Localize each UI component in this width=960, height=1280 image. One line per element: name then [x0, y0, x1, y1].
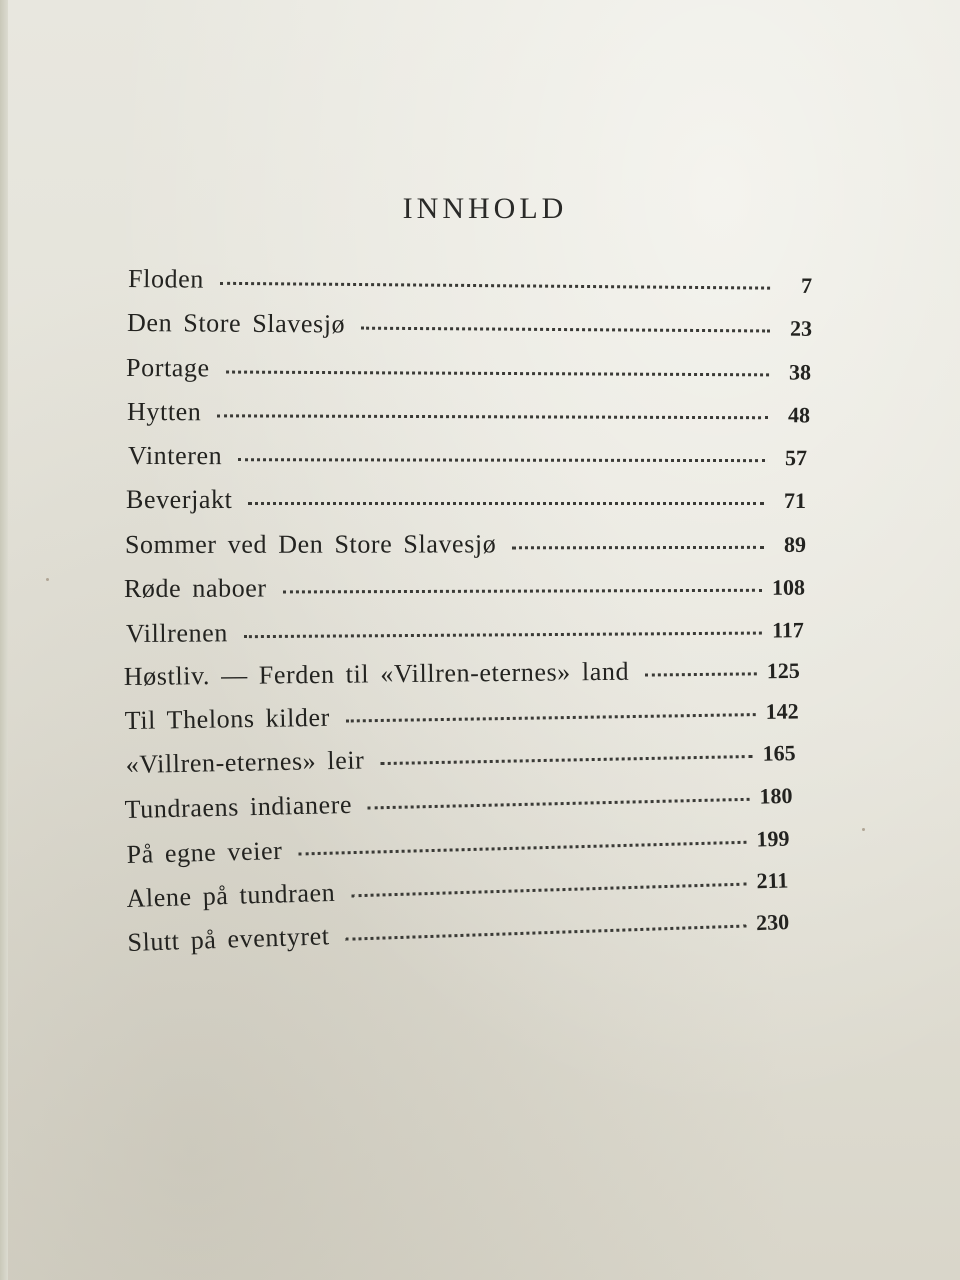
toc-entry-title: Til Thelons kilder: [124, 702, 331, 736]
dot-leader: [217, 414, 768, 419]
toc-entry: [127, 308, 812, 343]
toc-entry: [125, 737, 795, 780]
toc-entry-page: 125: [766, 657, 800, 684]
dot-leader: [238, 458, 765, 462]
toc-entry: [125, 695, 799, 736]
dot-leader: [380, 755, 752, 765]
toc-entry: [128, 441, 807, 472]
toc-entry: [124, 572, 805, 604]
dot-leader: [368, 798, 750, 810]
dot-leader: [283, 589, 762, 594]
toc-entry-page: 57: [785, 445, 808, 471]
toc-entry-page: 211: [756, 867, 789, 894]
contents-heading: INNHOLD: [402, 192, 568, 225]
toc-entry-page: 23: [789, 315, 813, 341]
toc-entry-title: Høstliv. — Ferden til «Villren-eternes» land: [123, 656, 630, 692]
toc-entry-page: 71: [784, 488, 806, 513]
toc-entry: [126, 485, 806, 515]
toc-entry-page: 142: [765, 698, 799, 724]
toc-entry-title: Vinteren: [128, 441, 223, 471]
dot-leader: [512, 546, 764, 549]
toc-entry: [124, 655, 800, 692]
toc-entry-page: 165: [762, 740, 796, 766]
toc-entry-title: Den Store Slavesjø: [127, 308, 346, 339]
toc-entry-page: 89: [783, 531, 806, 557]
dot-leader: [298, 841, 746, 856]
toc-entry-page: 38: [789, 359, 812, 385]
toc-entry-title: Slutt på eventyret: [127, 921, 331, 958]
toc-entry-title: «Villren-eternes» leir: [125, 745, 365, 780]
toc-entry: [124, 780, 793, 825]
toc-entry-page: 7: [800, 272, 813, 298]
toc-entry-page: 117: [771, 617, 804, 643]
toc-entry-title: Hytten: [127, 397, 202, 427]
toc-entry-title: Beverjakt: [126, 485, 233, 514]
toc-entry-title: Sommer ved Den Store Slavesjø: [124, 529, 497, 559]
toc-entry-title: På egne veier: [126, 835, 283, 870]
dot-leader: [361, 327, 770, 333]
dot-leader: [248, 502, 764, 505]
dot-leader: [645, 672, 757, 676]
dot-leader: [346, 924, 747, 940]
toc-entry: [127, 906, 790, 958]
toc-entry-page: 230: [755, 909, 790, 936]
toc-entry-title: Alene på tundraen: [126, 877, 336, 914]
toc-entry-title: Røde naboer: [123, 573, 267, 603]
toc-entry: [126, 864, 789, 914]
dot-leader: [346, 713, 756, 722]
toc-entry-page: 199: [756, 825, 790, 852]
toc-entry-title: Villrenen: [125, 618, 229, 648]
dot-leader: [226, 371, 769, 377]
toc-entry: [126, 823, 790, 870]
toc-entry-page: 108: [771, 574, 805, 600]
dot-leader: [351, 883, 746, 898]
toc-entry: [125, 529, 806, 560]
toc-entry: [127, 397, 810, 429]
dot-leader: [220, 282, 770, 290]
toc-entry-title: Tundraens indianere: [124, 789, 353, 825]
toc-entry-page: 180: [759, 782, 793, 809]
toc-entry: [126, 353, 811, 387]
toc-entry: [128, 264, 812, 300]
toc-entry-title: Floden: [128, 264, 205, 294]
toc-entry: [126, 614, 804, 649]
toc-entry-title: Portage: [126, 353, 210, 383]
toc-entry-page: 48: [788, 402, 811, 428]
dot-leader: [244, 632, 762, 639]
